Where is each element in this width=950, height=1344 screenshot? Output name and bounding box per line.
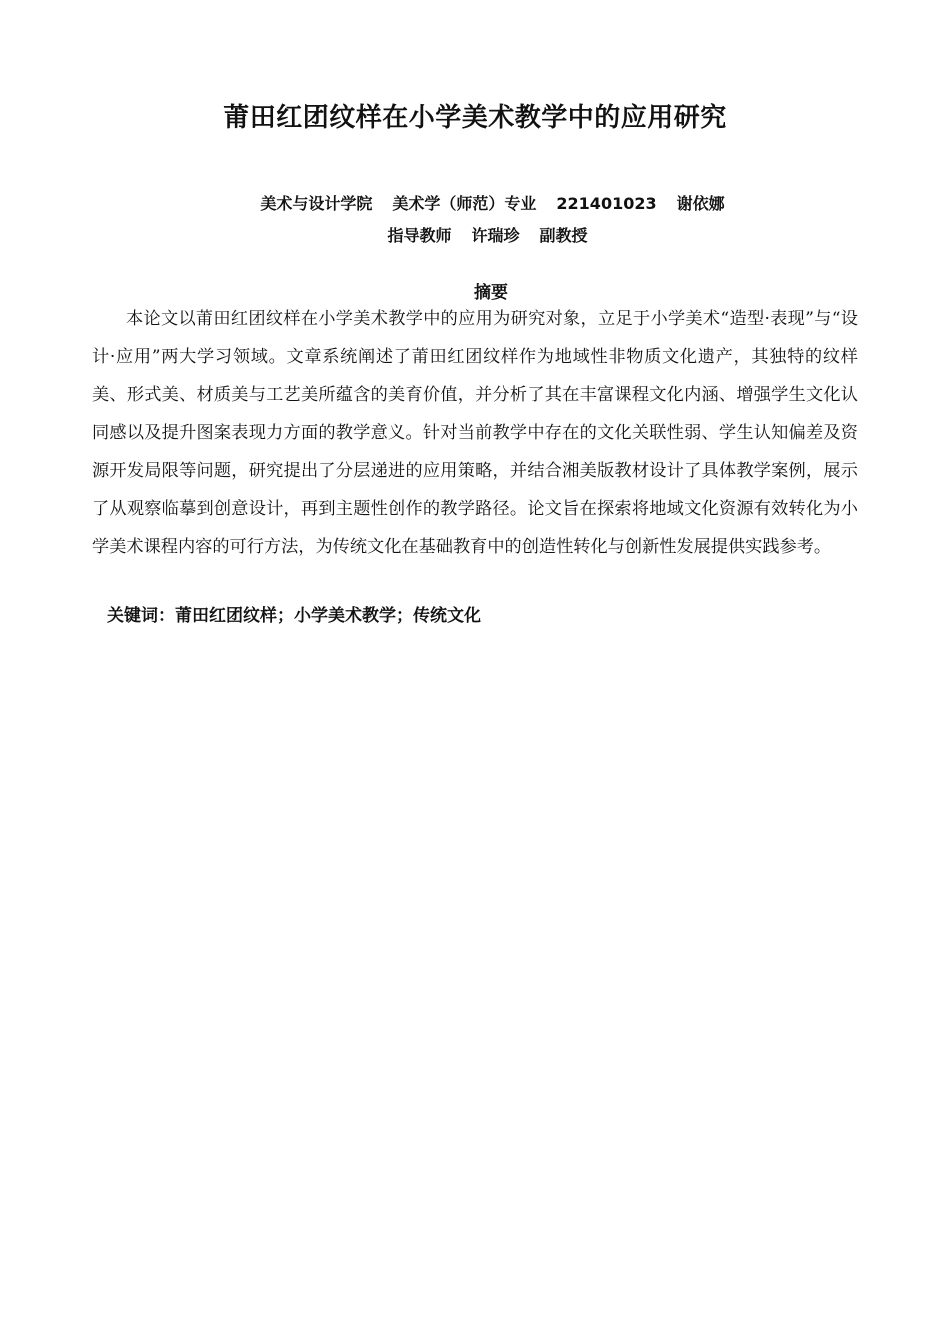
college-name: 美术与设计学院 bbox=[260, 194, 373, 213]
advisor-label: 指导教师 bbox=[387, 226, 452, 245]
student-name: 谢依娜 bbox=[676, 194, 725, 213]
abstract-body: 本论文以莆田红团纹样在小学美术教学中的应用为研究对象，立足于小学美术“造型·表现”与“设计·应用”两大学习领域。文章系统阐述了莆田红团纹样作为地域性非物质文化遗产，其独特的纹样美、形式美、材质美与工艺美所蕴含的美育价值，并分析了其在丰富课程文化内涵、增强学生文化认同感以及提升图案表现力方面的教学意义。针对当前教学中存在的文化关联性弱、学生认知偏差及资源开发局限等问题，研究提出了分层递进的应用策略，并结合湘美版教材设计了具体教学案例，展示了从观察临摹到创意设计，再到主题性创作的教学路径。论文旨在探索将地域文化资源有效转化为小学美术课程内容的可行方法，为传统文化在基础教育中的创造性转化与创新性发展提供实践参考。 bbox=[92, 309, 858, 557]
advisor-rank: 副教授 bbox=[539, 226, 588, 245]
student-id: 221401023 bbox=[556, 194, 657, 213]
author-line bbox=[0, 192, 950, 216]
abstract-heading: 摘要 bbox=[474, 283, 508, 303]
advisor-name: 许瑞珍 bbox=[471, 226, 520, 245]
major-name: 美术学（师范）专业 bbox=[392, 194, 537, 213]
advisor-line bbox=[0, 224, 950, 248]
paper-title: 莆田红团纹样在小学美术教学中的应用研究 bbox=[223, 103, 727, 133]
keywords-line: 关键词：莆田红团纹样；小学美术教学；传统文化 bbox=[107, 606, 481, 626]
